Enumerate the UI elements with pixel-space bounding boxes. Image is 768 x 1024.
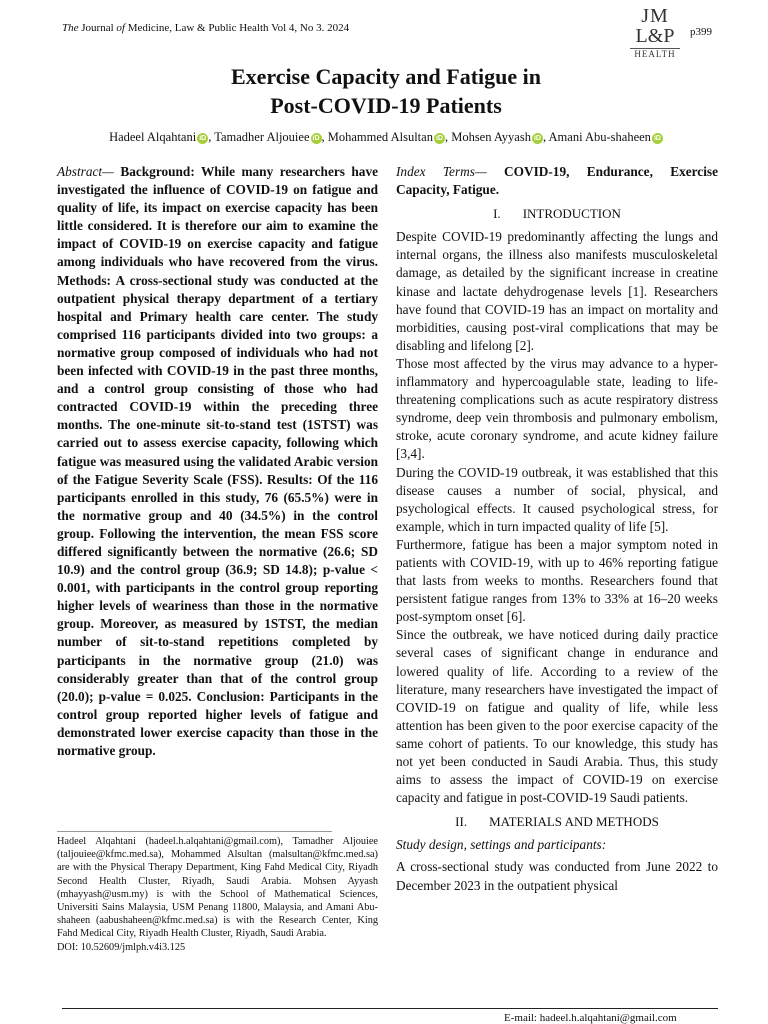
footnote-text: Hadeel Alqahtani (hadeel.h.alqahtani@gmail.com), Tamadher Aljouiee (taljouiee@kfmc.med.sa), Mohammed Alsultan (malsultan@kfmc.med.sa) are with the Physical Therapy Department, King Fahd Medical City, Riyadh Second Health Cluster, Riyadh, Saudi Arabia. Mohsen Ayyash (mhayyash@usm.my) is with the School of Mathematical Sciences, Universiti Sains Malaysia, USM Penang 11800, Malaysia, and Amani Abu-shaheen (aabushaheen@kfmc.med.sa) is with the Research Center, King Fahd Medical City, Riyadh Health Cluster, Riyadh, Saudi Arabia. [57,836,378,940]
intro-paragraph: Despite COVID-19 predominantly affecting the lungs and internal organs, the illness also manifests musculoskeletal damage, as detailed by the significant increase in creatine kinase and lactate dehydrogenase levels [1]. Researchers have found that COVID-19 has an impact on mortality and morbidities, causing post-viral complications that may be disabling and lifelong [2]. [396,229,718,353]
orcid-icon[interactable]: iD [435,135,443,142]
author-footnote [57,835,378,954]
journal-logo [630,6,680,59]
section-title: INTRODUCTION [522,206,621,222]
doi[interactable]: DOI: 10.52609/jmlph.v4i3.125 [57,941,186,953]
author-name: Amani Abu-shaheen [548,130,651,144]
section-title: MATERIALS AND METHODS [489,814,659,830]
logo-line2: L&P [635,25,675,47]
journal-name-b: Medicine, Law & Public Health Vol 4, No 3. 2024 [127,22,350,34]
logo-line3: HEALTH [630,48,680,59]
index-terms-body: COVID-19, Endurance, Exercise Capacity, Fatigue. [396,164,718,198]
journal-the: The [62,22,79,34]
section-heading-introduction [396,205,718,223]
logo-line1: JM [641,5,669,27]
methods-paragraph: A cross-sectional study was conducted from June 2022 to December 2023 in the outpatient physical [396,859,718,893]
orcid-icon[interactable]: iD [312,135,320,142]
abstract [57,163,378,760]
section-number: I. [493,206,501,222]
footer-email[interactable]: E-mail: hadeel.h.alqahtani@gmail.com [504,1012,677,1024]
orcid-icon[interactable]: iD [199,135,207,142]
intro-paragraph: Since the outbreak, we have noticed during daily practice several cases of significant change in endurance and lowered quality of life. According to a review of the literature, many researchers have investigated the impact of COVID-19 on fatigue and quality of life, while less attention has been given to the poor exercise capacity of the same cohort of patients. To our knowledge, this study has not yet been conducted in Saudi Arabia. Thus, this study aims to assess the impact of COVID-19 on exercise capacity and fatigue in post-COVID-19 Saudi patients. [396,627,718,806]
journal-name-a: Journal [81,22,114,34]
orcid-icon[interactable]: iD [533,135,541,142]
right-column [396,163,718,895]
footnote-rule [57,831,332,832]
intro-paragraph: Furthermore, fatigue has been a major symptom noted in patients with COVID-19, with up to 46% reporting fatigue that lasts from weeks to months. Researchers found that persistent fatigue ranges from 13% to 33% at 16–20 weeks post-symptom onset [6]. [396,536,718,625]
intro-paragraph: During the COVID-19 outbreak, it was established that this disease causes a number of social, physical, and psychological effects. It caused psychological stress, for example, which in turn impacted quality of life [5]. [396,464,718,534]
author-name: Tamadher Aljouiee [214,130,310,144]
index-terms [396,163,718,199]
left-column [57,163,378,760]
intro-paragraph: Those most affected by the virus may advance to a hyper-inflammatory and hypercoagulable state, leading to life-threatening complications such as acute respiratory distress syndrome, deep vein thrombosis and pulmonary embolism, stroke, acute coronary syndrome, and acute kidney failure [3,4]. [396,355,718,462]
title-line1: Exercise Capacity and Fatigue in [230,64,542,89]
abstract-lead: Abstract— [57,164,114,179]
author-name: Mohsen Ayyash [451,130,531,144]
section-heading-methods [396,813,718,831]
index-terms-lead: Index Terms— [396,164,487,179]
section-number: II. [455,814,468,830]
author-name: Hadeel Alqahtani [109,130,197,144]
title-line2: Post-COVID-19 Patients [270,93,502,118]
subsection-heading: Study design, settings and participants: [396,837,607,853]
page-number: p399 [690,26,712,38]
author-list: Hadeel Alqahtani iD , Tamadher Aljouiee iD , Mohammed Alsultan iD , Mohsen Ayyash iD , Amani Abu-shaheen iD [109,130,661,144]
paper-title [0,62,768,120]
author-name: Mohammed Alsultan [327,130,433,144]
abstract-body: Background: While many researchers have investigated the influence of COVID-19 on fatigue and quality of life, its impact on exercise capacity has been little considered. It is therefore our aim to examine the impact of COVID-19 on exercise capacity and fatigue among individuals who have recovered from the virus. Methods: A cross-sectional study was conducted at the outpatient physical therapy department of a tertiary hospital and Primary health care center. The study comprised 116 participants divided into two groups: a normative group composed of individuals who had not been infected with COVID-19 in the past three months, and a control group consisting of those who had contracted COVID-19 within the preceding three months. The one-minute sit-to-stand test (1STST) was carried out to assess exercise capacity, following which fatigue was measured using the validated Arabic version of the Fatigue Severity Scale (FSS). Results: Of the 116 participants enrolled in this study, 76 (65.5%) were in the normative group and 40 (34.5%) in the control group. Following the intervention, the mean FSS score differed significantly between the normative (26.6; SD 10.9) and the control group (36.9; SD 14.8); p-value < 0.001, with participants in the control group reporting higher levels of weariness than those in the normative group. Moreover, as measured by 1STST, the median number of sit-to-stand repetitions completed by participants in the normative group (21.0) was considerably greater than that of the control group (20.0); p-value = 0.025. Conclusion: Participants in the control group reported higher levels of fatigue and demonstrated lower exercise capacity than those in the normative group. [57,164,378,758]
footer-rule [62,1008,718,1009]
orcid-icon[interactable]: iD [653,135,661,142]
journal-of: of [116,22,125,34]
journal-header [62,22,349,34]
